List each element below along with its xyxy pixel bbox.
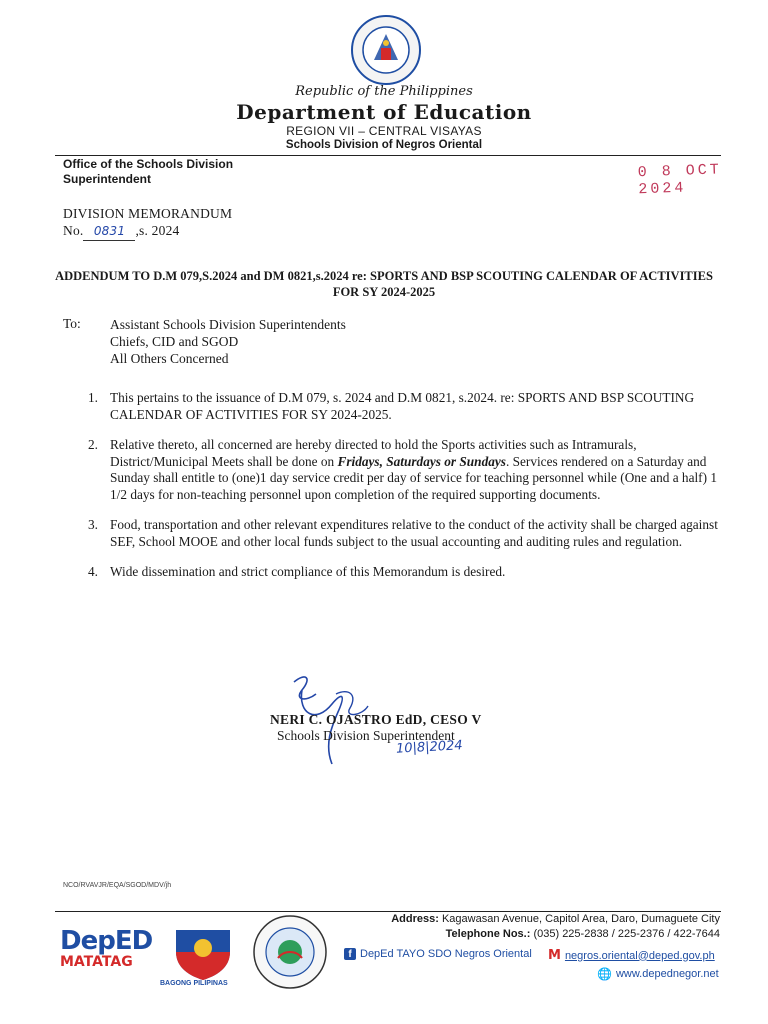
- received-stamp: 0 8 OCT 2024: [637, 161, 723, 199]
- item-text: Wide dissemination and strict compliance of this Memorandum is desired.: [110, 564, 506, 579]
- office-line-2: Superintendent: [63, 172, 152, 186]
- item-text-part: . Services rendered on a Saturday and Sunday shall entitle to (one)1 day service credit per day of service for teaching personnel while (One and a half) 1 1/2 days for non-teaching personnel upon completion of the required supporting documents.: [110, 453, 717, 502]
- email-text: negros.oriental@deped.gov.ph: [564, 949, 715, 962]
- memo-subject: ADDENDUM TO D.M 079,S.2024 and DM 0821,s.2024 re: SPORTS AND BSP SCOUTING CALENDAR OF ACTIVITIES FOR SY 2024-2025: [55, 269, 713, 299]
- facebook-icon: f: [344, 948, 356, 960]
- to-label: To:: [63, 316, 81, 331]
- department-heading: Department of Education: [236, 100, 532, 124]
- matatag-logo-text: MATATAG: [60, 954, 133, 970]
- recipient-item: Assistant Schools Division Superintendents: [110, 317, 346, 332]
- memo-number-value: 0831: [83, 223, 135, 241]
- memo-number-prefix: No.: [63, 223, 84, 238]
- reference-code: NCO/RVAVJR/EQA/SGOD/MDV/jh: [63, 882, 172, 889]
- region-heading: REGION VII – CENTRAL VISAYAS: [286, 124, 482, 138]
- recipient-item: All Others Concerned: [110, 351, 229, 366]
- recipient-list: [110, 316, 346, 367]
- facebook-text: DepEd TAYO SDO Negros Oriental: [360, 948, 532, 960]
- memo-item: [88, 390, 720, 423]
- gmail-icon: M: [548, 948, 561, 963]
- telephone-label: Telephone Nos.:: [445, 928, 531, 940]
- address-label: Address:: [391, 913, 439, 925]
- office-label: [63, 157, 233, 187]
- memo-number-line: [63, 222, 232, 241]
- republic-heading: Republic of the Philippines: [295, 84, 473, 99]
- sdo-negros-oriental-seal-icon: [252, 914, 328, 990]
- memo-item: [88, 564, 720, 581]
- item-number: 1.: [88, 390, 98, 405]
- email-link[interactable]: [548, 948, 715, 963]
- facebook-link[interactable]: [344, 948, 532, 960]
- website-link[interactable]: [597, 967, 719, 981]
- memo-header: [63, 205, 232, 241]
- memo-item: [88, 517, 720, 550]
- item-number: 2.: [88, 437, 98, 452]
- telephone-value: (035) 225-2838 / 225-2376 / 422-7644: [533, 928, 720, 940]
- bagong-pilipinas-text: BAGONG PILIPINAS: [160, 980, 228, 987]
- division-heading: Schools Division of Negros Oriental: [285, 139, 483, 151]
- item-text: Food, transportation and other relevant expenditures relative to the conduct of the activity shall be charged against SEF, School MOOE and other local funds subject to the usual accounting and auditing rules and regulation.: [110, 517, 718, 549]
- address-line: [340, 912, 720, 927]
- bagong-pilipinas-logo-icon: [168, 922, 238, 982]
- deped-logo-text: DepED: [60, 926, 153, 956]
- item-emphasis: Fridays, Saturdays or Sundays: [337, 453, 506, 469]
- memo-item: [88, 437, 720, 503]
- item-number: 3.: [88, 517, 98, 532]
- memo-type: DIVISION MEMORANDUM: [63, 206, 233, 221]
- item-number: 4.: [88, 564, 98, 579]
- item-text: [110, 437, 720, 503]
- recipient-item: Chiefs, CID and SGOD: [110, 334, 239, 349]
- signature-date: 10|8|2024: [395, 738, 464, 757]
- header-divider: [55, 155, 721, 156]
- address-value: Kagawasan Avenue, Capitol Area, Daro, Dumaguete City: [441, 913, 720, 925]
- office-line-1: Office of the Schools Division: [63, 157, 234, 171]
- footer-address-block: [340, 912, 720, 942]
- telephone-line: [340, 927, 720, 942]
- memo-body: [88, 390, 720, 595]
- deped-seal-icon: [350, 14, 422, 86]
- signatory-name: NERI C. OJASTRO EdD, CESO V: [270, 712, 482, 727]
- deped-matatag-logo: [60, 926, 152, 970]
- memo-series: ,s. 2024: [135, 223, 180, 238]
- globe-icon: 🌐: [597, 967, 612, 981]
- website-text: www.depednegor.net: [615, 968, 719, 980]
- signatory-title: Schools Division Superintendent: [277, 728, 455, 743]
- item-text-part: Relative thereto, all concerned are hereby directed to hold the Sports activities such as Intramurals, District/Municipal Meets shall be done on: [110, 437, 637, 469]
- item-text: This pertains to the issuance of D.M 079, s. 2024 and D.M 0821, s.2024. re: SPORTS AND BSP SCOUTING CALENDAR OF ACTIVITIES FOR SY 2024-2025.: [110, 390, 695, 422]
